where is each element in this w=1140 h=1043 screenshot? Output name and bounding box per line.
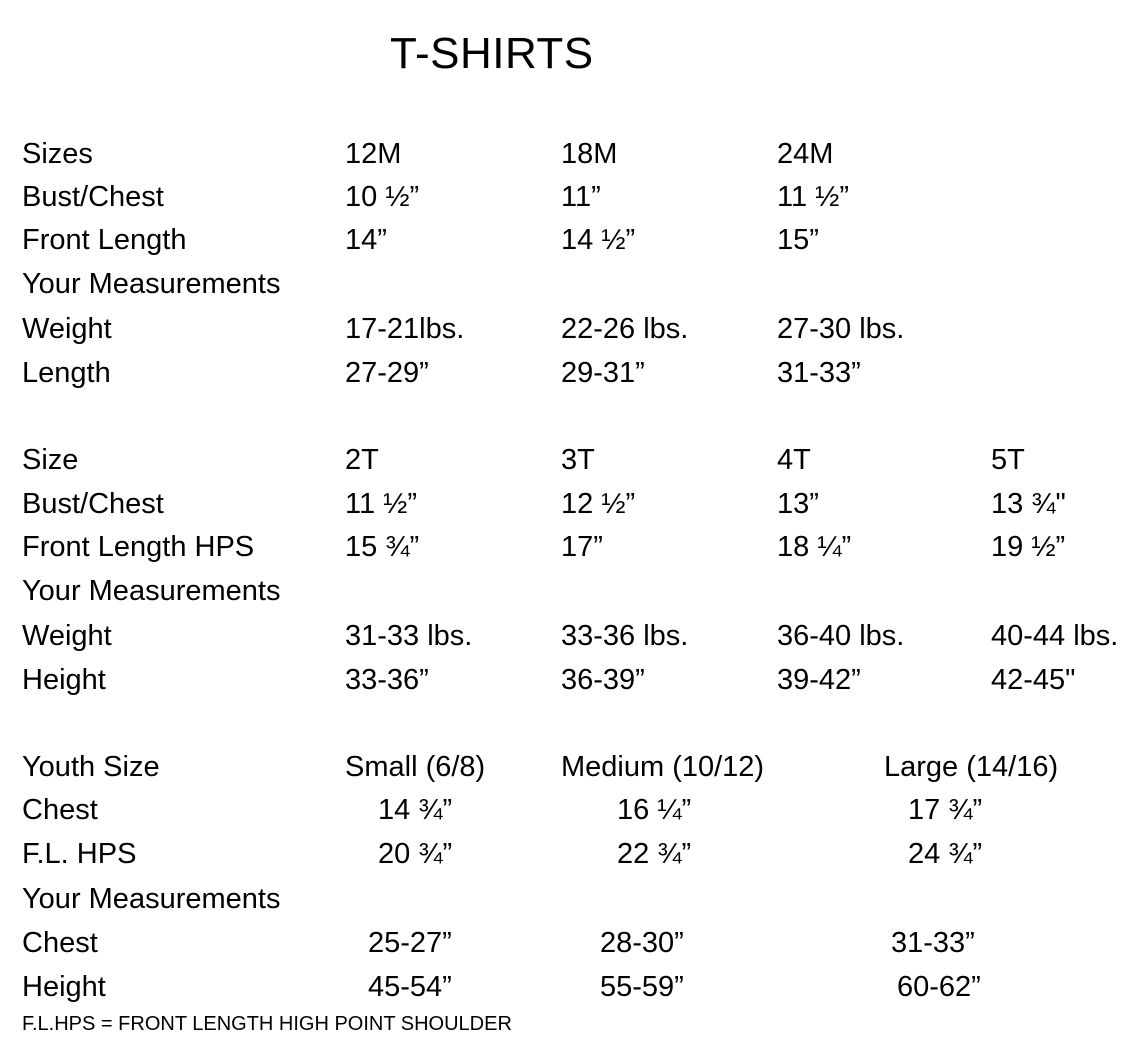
row-label: Chest (22, 794, 98, 826)
table-cell: 36-39” (561, 664, 645, 696)
table-cell: 40-44 lbs. (991, 620, 1119, 652)
table-cell: 18M (561, 138, 618, 170)
table-cell: 17” (561, 531, 603, 563)
table-cell: 14” (345, 224, 387, 256)
table-cell: 14 ¾” (378, 794, 453, 826)
table-cell: 12 ½” (561, 488, 636, 520)
table-cell: 24M (777, 138, 834, 170)
row-label: Height (22, 664, 106, 696)
table-cell: 13” (777, 488, 819, 520)
table-cell: 11” (561, 181, 601, 213)
row-label: Weight (22, 313, 112, 345)
table-cell: 60-62” (897, 971, 981, 1003)
section-heading: Your Measurements (22, 883, 281, 915)
table-cell: 45-54” (368, 971, 452, 1003)
table-cell: 11 ½” (345, 488, 418, 520)
table-cell: 12M (345, 138, 402, 170)
row-label: Weight (22, 620, 112, 652)
table-cell: 17-21lbs. (345, 313, 465, 345)
table-cell: 27-29” (345, 357, 429, 389)
table-cell: 33-36” (345, 664, 429, 696)
table-cell: 3T (561, 444, 595, 476)
row-label: Length (22, 357, 111, 389)
footnote: F.L.HPS = FRONT LENGTH HIGH POINT SHOULDER (22, 1013, 512, 1035)
row-label: Front Length (22, 224, 187, 256)
table-cell: 16 ¼” (617, 794, 692, 826)
row-label: F.L. HPS (22, 838, 137, 870)
table-cell: 55-59” (600, 971, 684, 1003)
table-cell: 24 ¾” (908, 838, 983, 870)
row-label: Chest (22, 927, 98, 959)
table-cell: 20 ¾” (378, 838, 453, 870)
row-label: Youth Size (22, 751, 160, 783)
table-cell: 25-27” (368, 927, 452, 959)
table-cell: 18 ¼” (777, 531, 852, 563)
row-label: Bust/Chest (22, 181, 164, 213)
table-cell: 17 ¾” (908, 794, 983, 826)
table-cell: 31-33 lbs. (345, 620, 473, 652)
page-title: T-SHIRTS (390, 29, 594, 78)
table-cell: 31-33” (777, 357, 861, 389)
table-cell: 29-31” (561, 357, 645, 389)
section-heading: Your Measurements (22, 575, 281, 607)
table-cell: 15” (777, 224, 819, 256)
row-label: Bust/Chest (22, 488, 164, 520)
row-label: Size (22, 444, 79, 476)
table-cell: 5T (991, 444, 1025, 476)
table-cell: 31-33” (891, 927, 975, 959)
table-cell: Large (14/16) (884, 751, 1059, 783)
table-cell: 28-30” (600, 927, 684, 959)
table-cell: 22-26 lbs. (561, 313, 689, 345)
table-cell: 13 ¾" (991, 488, 1066, 520)
section-heading: Your Measurements (22, 268, 281, 300)
row-label: Height (22, 971, 106, 1003)
table-cell: 19 ½” (991, 531, 1066, 563)
table-cell: 27-30 lbs. (777, 313, 905, 345)
table-cell: Medium (10/12) (561, 751, 765, 783)
row-label: Sizes (22, 138, 93, 170)
table-cell: 36-40 lbs. (777, 620, 905, 652)
table-cell: 2T (345, 444, 379, 476)
table-cell: 15 ¾” (345, 531, 420, 563)
row-label: Front Length HPS (22, 531, 255, 563)
table-cell: 33-36 lbs. (561, 620, 689, 652)
table-cell: 4T (777, 444, 811, 476)
table-cell: 42-45" (991, 664, 1076, 696)
table-cell: 10 ½” (345, 181, 420, 213)
table-cell: 22 ¾” (617, 838, 692, 870)
table-cell: 11 ½” (777, 181, 850, 213)
table-cell: 14 ½” (561, 224, 636, 256)
table-cell: Small (6/8) (345, 751, 486, 783)
table-cell: 39-42” (777, 664, 861, 696)
